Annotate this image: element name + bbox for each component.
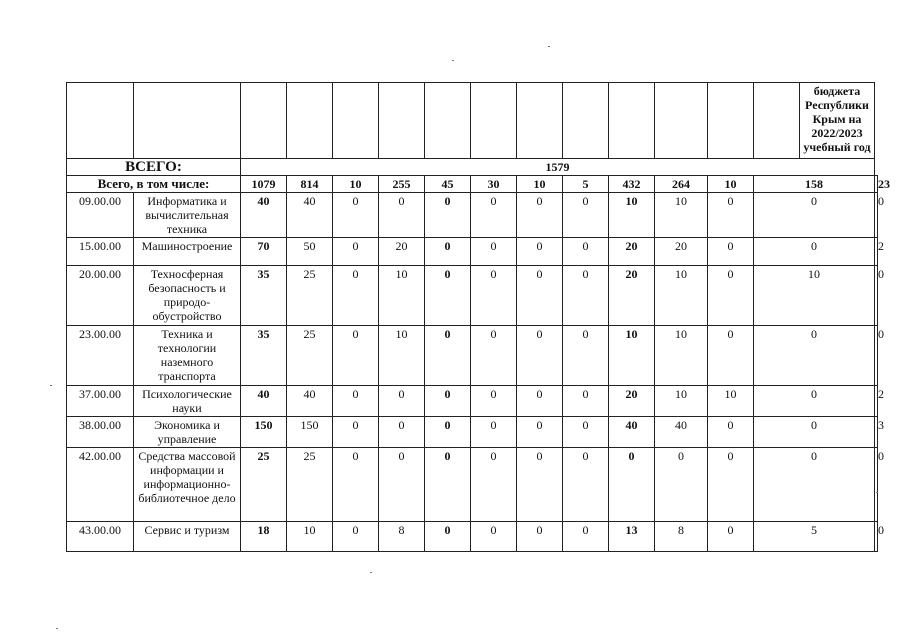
value-cell: 25 (287, 448, 333, 522)
value-cell: 0 (517, 193, 563, 238)
header-cell (333, 83, 379, 159)
value-cell: 10 (379, 266, 425, 326)
value-cell: 10 (287, 522, 333, 552)
value-cell: 20 (609, 266, 655, 326)
specialty-name: Машиностроение (134, 238, 241, 266)
admission-quota-table (66, 82, 890, 552)
value-cell: 0 (425, 386, 471, 417)
table-row (67, 266, 878, 326)
value-cell: 0 (708, 522, 754, 552)
specialty-code: 38.00.00 (67, 417, 134, 448)
value-cell: 0 (379, 386, 425, 417)
value-cell: 25 (241, 448, 287, 522)
value-cell: 0 (471, 266, 517, 326)
value-cell: 0 (875, 522, 878, 552)
value-cell: 0 (425, 448, 471, 522)
table-row (67, 417, 878, 448)
total-cell: 432 (609, 176, 655, 193)
value-cell: 5 (754, 522, 875, 552)
vsego-value: 1579 (241, 159, 875, 176)
value-cell: 2 (875, 238, 878, 266)
value-cell: 0 (425, 266, 471, 326)
specialty-code: 09.00.00 (67, 193, 134, 238)
table-row (67, 326, 878, 386)
scan-speck (548, 46, 550, 47)
value-cell: 0 (333, 522, 379, 552)
specialty-code: 20.00.00 (67, 266, 134, 326)
value-cell: 0 (754, 238, 875, 266)
total-row (67, 176, 878, 193)
value-cell: 0 (875, 266, 878, 326)
value-cell: 20 (609, 386, 655, 417)
value-cell: 0 (333, 386, 379, 417)
value-cell: 10 (754, 266, 875, 326)
total-cell: 30 (471, 176, 517, 193)
scan-speck (876, 492, 878, 493)
value-cell: 0 (708, 193, 754, 238)
specialty-code: 42.00.00 (67, 448, 134, 522)
specialty-name: Информатика и вычислительная техника (134, 193, 241, 238)
value-cell: 10 (655, 266, 708, 326)
value-cell: 0 (379, 417, 425, 448)
value-cell: 0 (471, 417, 517, 448)
value-cell: 0 (754, 417, 875, 448)
table-row (67, 522, 878, 552)
header-cell (471, 83, 517, 159)
value-cell: 0 (517, 522, 563, 552)
value-cell: 0 (471, 326, 517, 386)
value-cell: 10 (609, 193, 655, 238)
value-cell: 0 (517, 326, 563, 386)
specialty-name: Средства массовой информации и информационно-библиотечное дело (134, 448, 241, 522)
value-cell: 50 (287, 238, 333, 266)
total-cell: 264 (655, 176, 708, 193)
value-cell: 0 (333, 238, 379, 266)
value-cell: 150 (287, 417, 333, 448)
total-cell: 255 (379, 176, 425, 193)
specialty-name: Сервис и туризм (134, 522, 241, 552)
value-cell: 25 (287, 326, 333, 386)
value-cell: 20 (609, 238, 655, 266)
value-cell: 0 (379, 193, 425, 238)
value-cell: 0 (708, 448, 754, 522)
value-cell: 0 (563, 448, 609, 522)
header-cell (708, 83, 754, 159)
vsego-row (67, 159, 878, 176)
specialty-code: 23.00.00 (67, 326, 134, 386)
value-cell: 3 (875, 417, 878, 448)
vsego-label: ВСЕГО: (67, 159, 241, 176)
value-cell: 0 (708, 238, 754, 266)
header-cell (241, 83, 287, 159)
value-cell: 25 (287, 266, 333, 326)
budget-column-header: бюджета Республики Крым на 2022/2023 учебный год (800, 83, 875, 159)
value-cell: 40 (241, 386, 287, 417)
value-cell: 35 (241, 326, 287, 386)
value-cell: 0 (471, 238, 517, 266)
scan-speck (50, 385, 52, 386)
value-cell: 10 (655, 193, 708, 238)
value-cell: 18 (241, 522, 287, 552)
value-cell: 0 (754, 326, 875, 386)
value-cell: 8 (379, 522, 425, 552)
value-cell: 20 (379, 238, 425, 266)
specialty-code: 15.00.00 (67, 238, 134, 266)
value-cell: 2 (875, 386, 878, 417)
value-cell: 0 (333, 266, 379, 326)
value-cell: 150 (241, 417, 287, 448)
value-cell: 0 (517, 266, 563, 326)
value-cell: 0 (517, 386, 563, 417)
table-row (67, 193, 878, 238)
header-cell (754, 83, 800, 159)
scan-speck (452, 60, 454, 61)
table-row (67, 448, 878, 522)
value-cell: 0 (875, 448, 878, 522)
value-cell: 40 (241, 193, 287, 238)
specialty-code: 37.00.00 (67, 386, 134, 417)
header-row (67, 83, 878, 159)
specialty-name: Экономика и управление (134, 417, 241, 448)
value-cell: 0 (708, 326, 754, 386)
value-cell: 0 (655, 448, 708, 522)
value-cell: 10 (379, 326, 425, 386)
header-cell (425, 83, 471, 159)
value-cell: 13 (609, 522, 655, 552)
value-cell: 0 (471, 386, 517, 417)
total-cell: 5 (563, 176, 609, 193)
value-cell: 0 (754, 448, 875, 522)
specialty-name: Техносферная безопасность и природо-обустройство (134, 266, 241, 326)
value-cell: 0 (609, 448, 655, 522)
value-cell: 0 (471, 448, 517, 522)
value-cell: 35 (241, 266, 287, 326)
header-cell (379, 83, 425, 159)
value-cell: 0 (471, 193, 517, 238)
value-cell: 0 (875, 193, 878, 238)
total-cell: 45 (425, 176, 471, 193)
value-cell: 40 (609, 417, 655, 448)
value-cell: 0 (563, 238, 609, 266)
value-cell: 0 (563, 522, 609, 552)
value-cell: 10 (708, 386, 754, 417)
specialty-name: Техника и технологии наземного транспорта (134, 326, 241, 386)
header-cell (563, 83, 609, 159)
value-cell: 40 (287, 193, 333, 238)
value-cell: 0 (563, 193, 609, 238)
scan-speck (56, 628, 58, 629)
value-cell: 40 (287, 386, 333, 417)
value-cell: 0 (379, 448, 425, 522)
value-cell: 0 (425, 193, 471, 238)
value-cell: 0 (563, 326, 609, 386)
header-cell (134, 83, 241, 159)
value-cell: 0 (563, 386, 609, 417)
value-cell: 0 (754, 386, 875, 417)
value-cell: 0 (517, 417, 563, 448)
value-cell: 0 (425, 326, 471, 386)
table-row (67, 238, 878, 266)
total-cell: 10 (333, 176, 379, 193)
value-cell: 0 (333, 448, 379, 522)
total-cell: 10 (708, 176, 754, 193)
value-cell: 0 (471, 522, 517, 552)
total-cell: 1079 (241, 176, 287, 193)
value-cell: 0 (425, 417, 471, 448)
value-cell: 0 (563, 266, 609, 326)
total-cell: 23 (875, 176, 878, 193)
header-cell (609, 83, 655, 159)
value-cell: 40 (655, 417, 708, 448)
value-cell: 0 (333, 326, 379, 386)
value-cell: 10 (609, 326, 655, 386)
total-label: Всего, в том числе: (67, 176, 241, 193)
header-cell (287, 83, 333, 159)
value-cell: 0 (333, 417, 379, 448)
value-cell: 10 (655, 326, 708, 386)
value-cell: 70 (241, 238, 287, 266)
scan-speck (370, 572, 372, 573)
value-cell: 0 (875, 326, 878, 386)
value-cell: 0 (425, 238, 471, 266)
value-cell: 0 (754, 193, 875, 238)
header-cell (67, 83, 134, 159)
header-cell (655, 83, 708, 159)
value-cell: 0 (517, 448, 563, 522)
value-cell: 20 (655, 238, 708, 266)
specialty-code: 43.00.00 (67, 522, 134, 552)
value-cell: 10 (655, 386, 708, 417)
header-cell (517, 83, 563, 159)
value-cell: 0 (708, 417, 754, 448)
value-cell: 0 (708, 266, 754, 326)
value-cell: 8 (655, 522, 708, 552)
total-cell: 814 (287, 176, 333, 193)
total-cell: 10 (517, 176, 563, 193)
total-cell: 158 (754, 176, 875, 193)
specialty-name: Психологические науки (134, 386, 241, 417)
value-cell: 0 (425, 522, 471, 552)
value-cell: 0 (517, 238, 563, 266)
value-cell: 0 (333, 193, 379, 238)
value-cell: 0 (563, 417, 609, 448)
table-row (67, 386, 878, 417)
